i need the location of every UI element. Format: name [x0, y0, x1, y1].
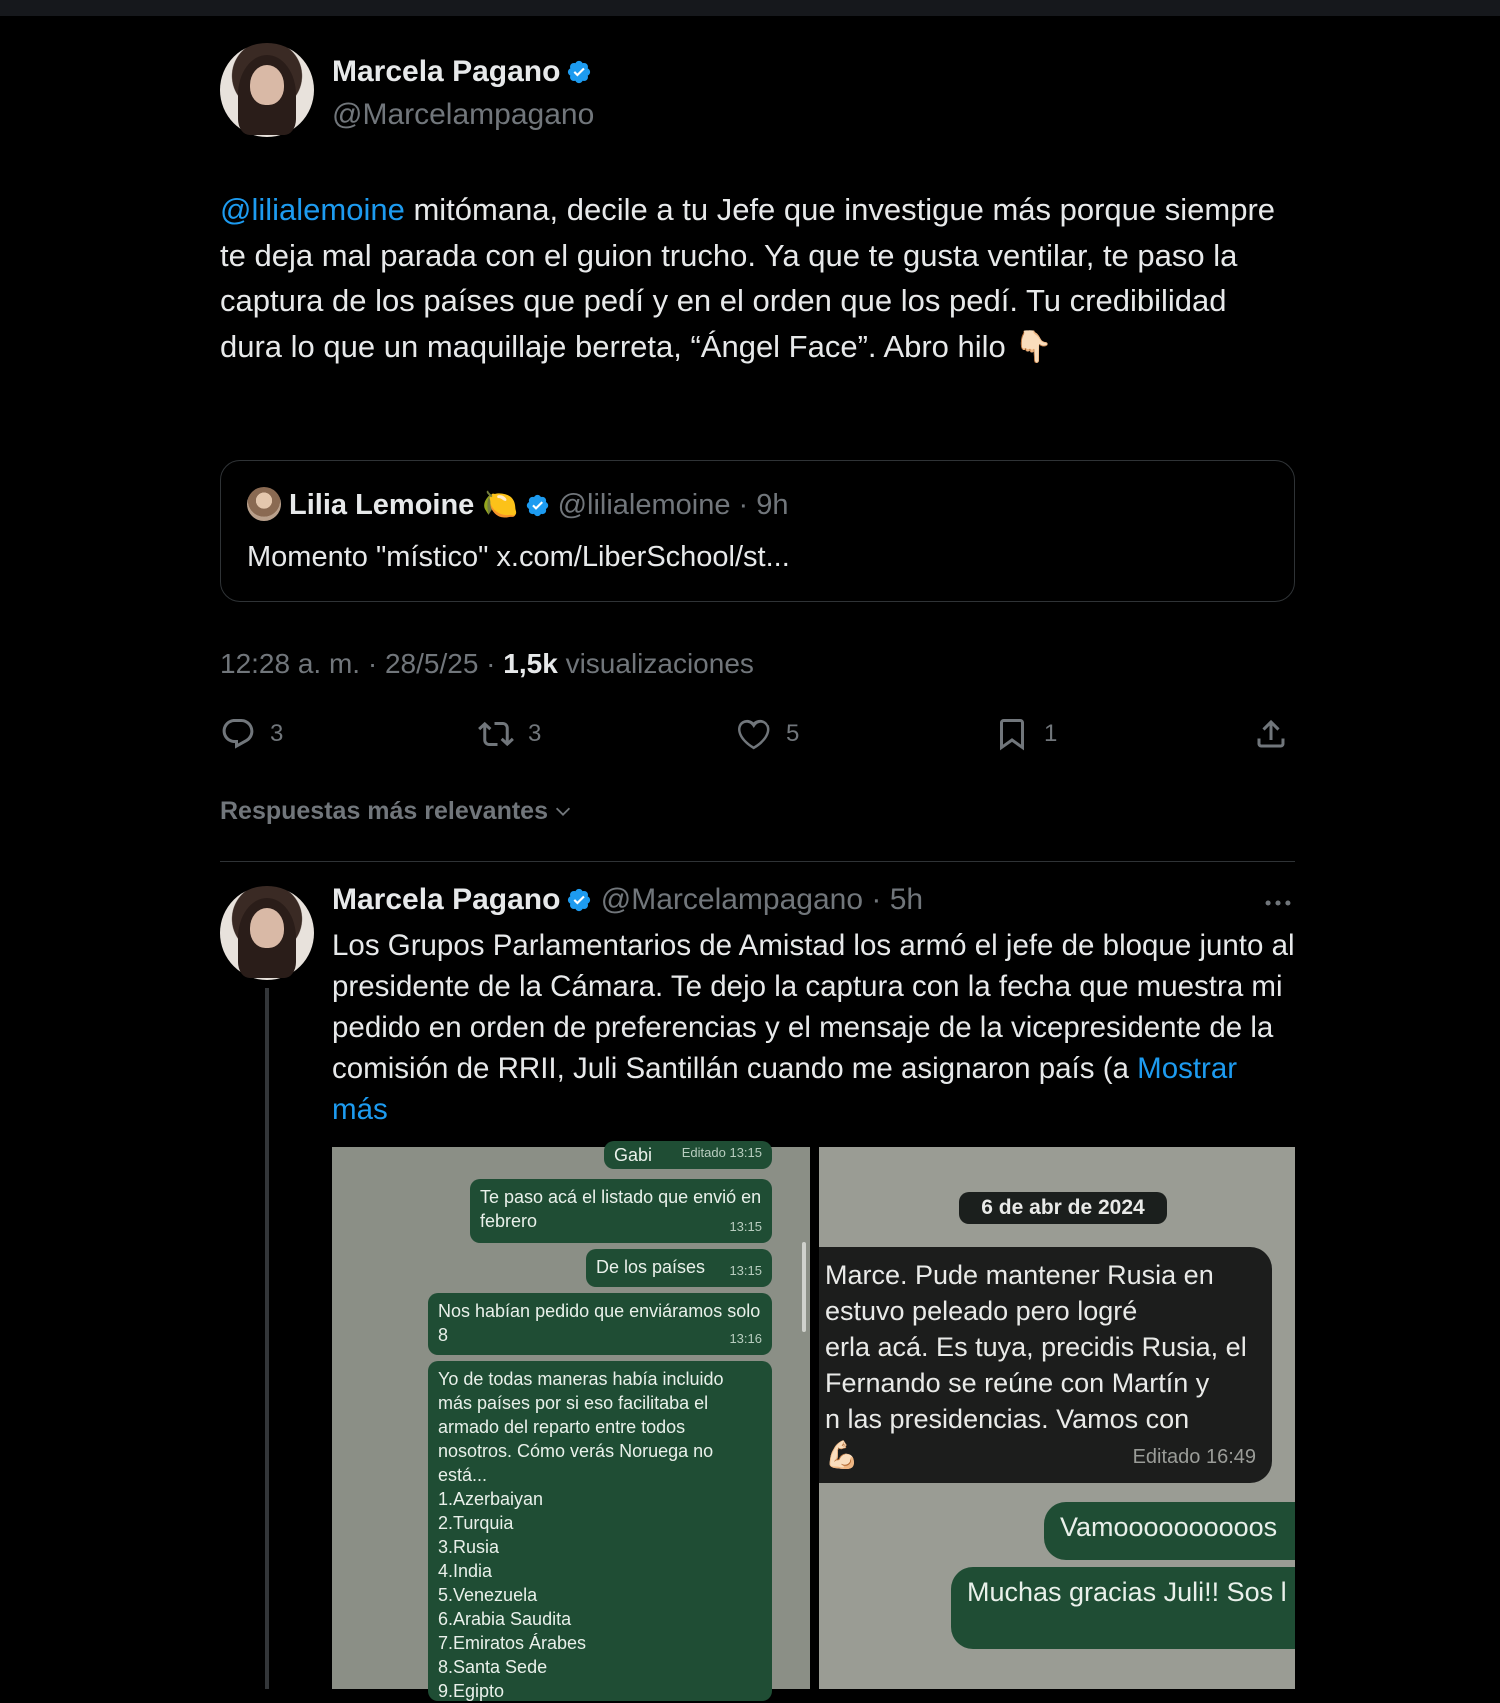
divider: [220, 861, 1295, 862]
bookmark-button[interactable]: [994, 712, 1057, 756]
reply-handle-time[interactable]: @Marcelampagano · 5h: [600, 883, 924, 916]
quoted-handle-time: @lilialemoine · 9h: [557, 489, 789, 521]
chat-message-incoming: [819, 1247, 1272, 1483]
tweet-body: mitómana, decile a tu Jefe que investigue más porque siempre te deja mal parada con el guion trucho. Ya que te gusta ventilar, te paso la captura de los países que pedí y en el orden que los pedí. Tu credibilidad dura lo que un maquillaje berreta, “Ángel Face”. Abro hilo 👇🏻: [220, 192, 1276, 364]
chat-line: estuvo peleado pero logré: [825, 1296, 1138, 1326]
chat-line: 💪🏻: [825, 1440, 859, 1470]
chat-message-country-list: [428, 1361, 772, 1701]
chat-line: Marce. Pude mantener Rusia en: [825, 1260, 1214, 1290]
share-button[interactable]: [1253, 712, 1303, 756]
mention-link[interactable]: @lilialemoine: [220, 192, 405, 227]
country-item: 1.Azerbaiyan: [438, 1489, 544, 1509]
chat-screenshot-left[interactable]: [332, 1145, 810, 1701]
chat-message-text: Muchas gracias Juli!! Sos l: [967, 1577, 1287, 1607]
chat-scrollbar: [802, 1242, 806, 1332]
replies-sort-dropdown[interactable]: [220, 797, 574, 826]
reply-button[interactable]: [220, 712, 283, 756]
verified-badge-icon: [566, 59, 592, 85]
quoted-author-name: Lilia Lemoine: [289, 489, 475, 521]
author-names: [332, 53, 594, 134]
chat-message-time: Editado 13:15: [681, 1145, 762, 1160]
chat-message-text: Yo de todas maneras había incluido más países por si eso facilitaba el armado del reparto entre todos nosotros. Cómo verás Noruega no está...: [438, 1369, 724, 1485]
chat-line: Fernando se reúne con Martín y: [825, 1368, 1210, 1398]
chat-message-text: De los países: [596, 1257, 706, 1277]
author-handle[interactable]: @Marcelampagano: [332, 98, 595, 131]
country-item: 4.India: [438, 1561, 493, 1581]
verified-badge-icon: [525, 493, 550, 518]
chat-message-text: Gabi: [614, 1145, 653, 1165]
chat-message-text: Nos habían pedido que enviáramos solo 8: [438, 1301, 761, 1345]
like-button[interactable]: [736, 712, 799, 756]
more-options-icon[interactable]: [1261, 886, 1295, 920]
chat-message-outgoing: [1044, 1502, 1295, 1560]
country-item: 6.Arabia Saudita: [438, 1609, 572, 1629]
tweet-time[interactable]: 12:28 a. m.: [220, 648, 361, 679]
chat-message-outgoing: [951, 1567, 1295, 1649]
chat-message: [586, 1249, 772, 1287]
reply-body: Los Grupos Parlamentarios de Amistad los armó el jefe de bloque junto al presidente de la Cámara. Te dejo la captura con la fecha que muestra mi pedido en orden de preferencias y el mensaje de la vicepresidente de la comisión de RRII, Juli Santillán cuando me asignaron país (a: [332, 929, 1295, 1085]
repost-count: 3: [528, 720, 542, 747]
sort-label: Respuestas más relevantes: [220, 797, 548, 825]
reply-text: [332, 925, 1297, 1130]
country-item: 5.Venezuela: [438, 1585, 538, 1605]
reply-count: 3: [270, 720, 284, 747]
tweet-meta: 12:28 a. m. · 28/5/25 · 1,5k visualizaciones: [220, 648, 754, 679]
main-tweet-header: [220, 43, 1295, 137]
bookmark-icon: [994, 716, 1030, 752]
quoted-author-avatar: [247, 487, 281, 521]
chat-message-text: Vamoooooooooos: [1060, 1512, 1278, 1542]
share-icon: [1253, 716, 1289, 752]
author-name[interactable]: Marcela Pagano: [332, 55, 561, 88]
chat-message-text: Te paso acá el listado que envió en febrero: [480, 1187, 762, 1231]
chat-edited-time: Editado 16:49: [1132, 1446, 1256, 1468]
tweet-date[interactable]: 28/5/25: [384, 648, 479, 679]
repost-icon: [478, 716, 514, 752]
country-item: 8.Santa Sede: [438, 1657, 548, 1677]
quoted-tweet-header: [247, 487, 789, 523]
chat-message-time: 13:16: [729, 1331, 762, 1346]
reply-author-avatar[interactable]: [220, 886, 314, 980]
country-item: 3.Rusia: [438, 1537, 500, 1557]
show-more-link[interactable]: Mostrar más: [332, 1052, 1238, 1126]
verified-badge-icon: [566, 887, 592, 913]
views-count: 1,5k: [503, 648, 558, 679]
views-label: visualizaciones: [565, 648, 754, 679]
tweet-text: [220, 187, 1295, 369]
chat-line: erla acá. Es tuya, precidis Rusia, el: [825, 1332, 1247, 1362]
chat-message: [428, 1293, 772, 1355]
country-item: 9.Egipto: [438, 1681, 505, 1701]
reply-icon: [220, 716, 256, 752]
lemon-emoji: 🍋: [482, 489, 519, 521]
reply-author-name[interactable]: Marcela Pagano: [332, 883, 561, 916]
reply-header: [332, 881, 923, 919]
window-top-bar: [0, 0, 1500, 16]
heart-icon: [736, 716, 772, 752]
chat-date-pill: 6 de abr de 2024: [959, 1192, 1167, 1224]
chat-message-time: 13:15: [729, 1263, 762, 1278]
chat-message: [470, 1179, 772, 1243]
chat-message: [604, 1141, 772, 1169]
chat-line: n las presidencias. Vamos con: [825, 1404, 1190, 1434]
reply-media[interactable]: [332, 1145, 1295, 1701]
quoted-tweet-card[interactable]: [220, 460, 1295, 602]
action-bar: [220, 712, 1295, 756]
chat-message-time: 13:15: [729, 1219, 762, 1234]
chevron-down-icon: [552, 800, 574, 822]
country-item: 7.Emiratos Árabes: [438, 1633, 587, 1653]
thread-line: [265, 988, 269, 1689]
bookmark-count: 1: [1044, 720, 1058, 747]
repost-button[interactable]: [478, 712, 541, 756]
author-avatar[interactable]: [220, 43, 314, 137]
quoted-tweet-text: Momento "místico" x.com/LiberSchool/st...: [247, 541, 790, 573]
like-count: 5: [786, 720, 800, 747]
country-item: 2.Turquia: [438, 1513, 514, 1533]
chat-screenshot-right[interactable]: [819, 1147, 1295, 1689]
